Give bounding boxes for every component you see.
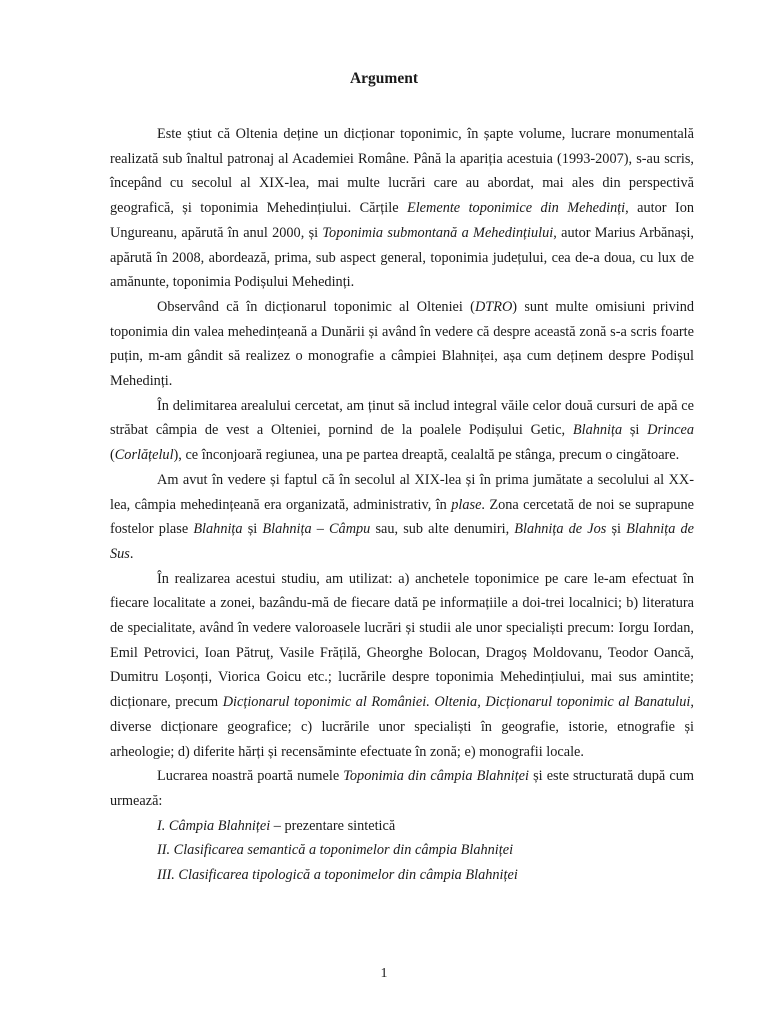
italic-text-run: Blahnița <box>572 422 623 439</box>
italic-text-run: I. Câmpia Blahniței <box>157 817 271 834</box>
italic-text-run: plase <box>451 496 482 513</box>
italic-text-run: II. Clasificarea semantică a toponimelor din câmpia Blahniței <box>157 842 514 859</box>
paragraph <box>110 122 694 295</box>
text-run: Este știut că Oltenia deține un dicționar toponimic, în șapte volume, lucrare monumentală realizată sub înaltul patronaj al Academiei Române. Până la apariția acestuia (1993-2007), s-au scris, începând cu secolul al XIX-lea, mai multe lucrări care au abordat, mai ales din perspectivă geografică, și toponimia Mehedințiului. Cărțile <box>110 126 694 217</box>
text-run: sau, sub alte denumiri, <box>370 521 515 538</box>
text-run: ) sunt multe omisiuni privind toponimia din valea mehedințeană a Dunării și având în vedere că despre această zonă s-a scris foarte puțin, m-am gândit să realizez o monografie a câmpiei Blahniței, așa cum deținem despre Podișul Mehedinți. <box>110 298 695 390</box>
text-run: , autor Marius Arbănași, apărută în 2008, abordează, prima, sub aspect general, toponimia județului, cea de-a doua, cu lux de amănunte, toponimia Podișului Mehedinți. <box>110 224 694 291</box>
italic-text-run: Dicționarul toponimic al României. Oltenia, Dicționarul toponimic al Banatului <box>222 694 691 711</box>
text-run: și <box>242 521 263 538</box>
document-body <box>110 122 694 888</box>
italic-text-run: Drincea <box>647 422 694 439</box>
paragraph <box>110 567 694 765</box>
text-run: Am avut în vedere și faptul că în secolul al XIX-lea și în prima jumătate a secolului al XX-lea, câmpia mehedințeană era organizată, administrativ, în <box>110 471 694 513</box>
italic-text-run: Blahnița de Sus <box>110 521 695 562</box>
document-title: Argument <box>349 70 419 87</box>
text-run: și este structurată după cum urmează: <box>110 768 694 809</box>
text-run: , diverse dicționare geografice; c) lucrările unor specialiști în geografie, istorie, etnografie și arheologie; d) diferite hărți și recensăminte efectuate în zonă; e) monografii locale. <box>110 694 694 760</box>
list-item <box>110 863 694 888</box>
text-run: și <box>606 521 627 538</box>
text-run: Lucrarea noastră poartă numele <box>157 768 344 785</box>
text-run: – prezentare sintetică <box>270 817 396 834</box>
italic-text-run: Corlățelul <box>114 447 174 464</box>
italic-text-run: Elemente toponimice din Mehedinți <box>406 200 626 217</box>
text-run: În realizarea acestui studiu, am utilizat: a) anchetele toponimice pe care le-am efectuat în fiecare localitate a zonei, bazându-mă de fiecare dată pe informațiile a doi-trei localnici; b) literatura de specialitate, având în vedere valoroasele lucrări și studii ale unor specialiști precum: Iorgu Iordan, Emil Petrovici, Ioan Pătruț, Vasile Frățilă, Gheorghe Bolocan, Dragoș Moldovanu, Teodor Oancă, Dumitru Loșonți, Viorica Goicu etc.; lucrările despre toponimia Mehedințiului, mai sus amintite; dicționare, precum <box>110 570 694 711</box>
text-run: ( <box>110 447 115 464</box>
text-run: . Zona cercetată de noi se suprapune fostelor plase <box>110 496 694 538</box>
list-item <box>110 814 694 839</box>
text-run: și <box>622 422 648 439</box>
italic-text-run: Toponimia submontană a Mehedințiului <box>322 224 554 241</box>
page-number: 1 <box>380 966 388 981</box>
italic-text-run: Blahnița – Câmpu <box>262 521 371 538</box>
text-run: ), ce înconjoară regiunea, una pe partea dreaptă, cealaltă pe stânga, precum o cingătoare. <box>173 447 680 464</box>
text-run: . <box>129 545 134 562</box>
italic-text-run: DTRO <box>474 298 513 315</box>
structure-list <box>110 814 694 888</box>
list-item <box>110 838 694 863</box>
italic-text-run: Blahnița <box>193 521 243 538</box>
italic-text-run: Toponimia din câmpia Blahniței <box>343 768 529 785</box>
paragraph <box>110 394 694 468</box>
text-run: , autor Ion Ungureanu, apărută în anul 2000, și <box>110 200 695 241</box>
text-run: Observând că în dicționarul toponimic al Olteniei ( <box>157 298 475 315</box>
paragraph <box>110 295 694 394</box>
italic-text-run: III. Clasificarea tipologică a toponimelor din câmpia Blahniței <box>157 867 518 884</box>
italic-text-run: Blahnița de Jos <box>514 521 607 538</box>
text-run: În delimitarea arealului cercetat, am ținut să includ integral văile celor două cursuri de apă ce străbat câmpia de vest a Olteniei, pornind de la poalele Podișului Getic, <box>110 397 694 439</box>
paragraph <box>110 764 694 813</box>
paragraph <box>110 468 694 567</box>
